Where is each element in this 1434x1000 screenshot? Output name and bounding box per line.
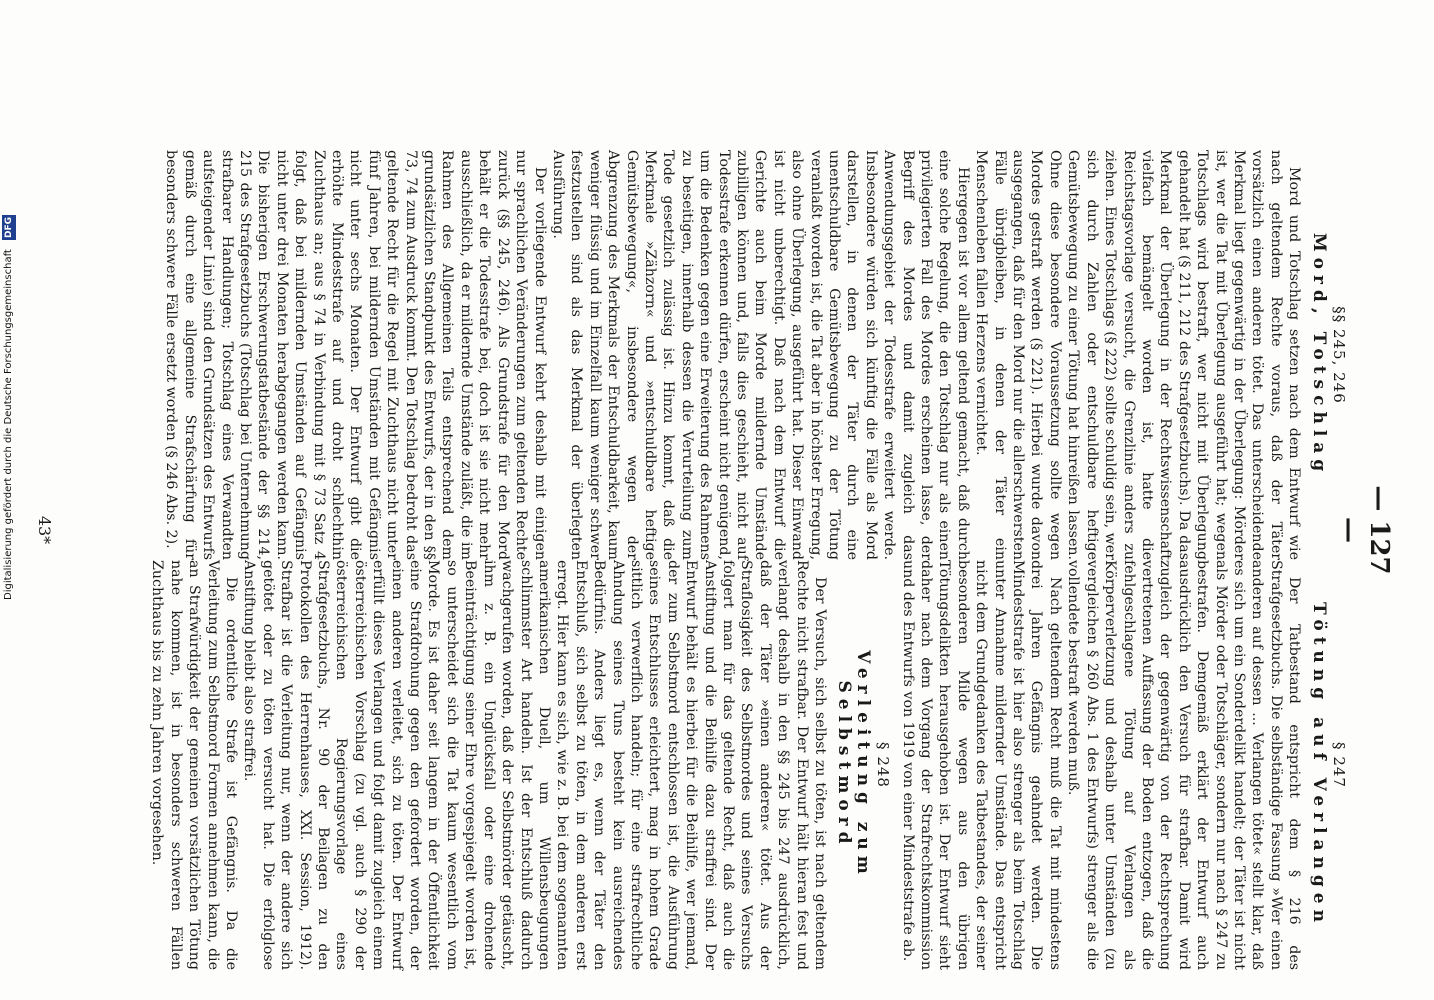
paragraph: Der Tatbestand entspricht dem § 216 des Strafgesetzbuchs. Die selbständige Fassung »Wer einen anderen auf dessen ... Verlangen tötet« stellt klar, daß es sich um ein Sonderdelikt handelt; der Täter ist nicht als Mörder oder Totschläger, sondern nur nach § 247 zu bestrafen. Demgemäß erklärt der Entwurf auch ausdrücklich den Versuch für strafbar. Damit wird zugleich der gegenwärtig von der Rechtsprechung vertretenen Auffassung der Boden entzogen, daß die fehlgeschlagene Tötung auf Verlangen als Körperverletzung und deshalb unter Umständen (zu vergleichen § 260 Abs. 1 des Entwurfs) strenger als die vollendete bestraft werden muß. [1065,560,1303,970]
footer-text: Digitalisierung gefördert durch die Deutsche Forschungsgemeinschaft [3,249,14,600]
paragraph: Mord und Totschlag setzen nach dem Entwurf wie nach geltendem Rechte voraus, daß der Täter vorsätzlich einen anderen tötet. Das unterscheidende Merkmal liegt gegenwärtig in der Überlegung: Mörder ist, wer die Tat mit Überlegung ausgeführt hat; wegen Totschlags wird bestraft, wer nicht mit Überlegung gehandelt hat (§ 211, 212 des Strafgesetzbuchs). Da das Merkmal der Überlegung in der Rechtswissenschaft vielfach bemängelt worden ist, hatte die Reichstagsvorlage versucht, die Grenzlinie anders zu ziehen. Eines Totschlags (§ 222) sollte schuldig sein, wer sich durch Zahlen oder entschuldbare heftige Gemütsbewegung zu einer Tötung hat hinreißen lassen. Ohne diese besondere Voraussetzung sollte wegen Mordes gestraft werden (§ 221). Hierbei wurde davon ausgegangen, daß für den Mord nur die allerschwersten Fälle übrigbleiben, in denen der Täter ein Menschenleben fallen Herzens vernichtet. [973,150,1303,560]
section-title-verleitung-zum-selbstmord: Verleitung zum Selbstmord [834,650,873,880]
section-title-mord-totschlag: Mord, Totschlag [1308,232,1329,478]
paragraph: Hiergegen ist vor allem geltend gemacht, daß durch eine solche Regelung, die den Totschlag nur als einen privilegierten Fall des Mordes erscheinen lasse, der Begriff des Mordes und damit zugleich das Anwendungsgebiet der Todesstrafe erweitert werde. Insbesondere würden sich künftig die Fälle als Mord darstellen, in denen der Täter durch eine unentschuldbare Gemütsbewegung zu der Tötung veranlaßt worden ist, die Tat aber in höchster Erregung, also ohne Überlegung, ausgeführt hat. Dieser Einwand ist nicht unberechtigt. Daß nach dem Entwurf die Gerichte auch beim Morde mildernde Umstände zubilligen können und, falls dies geschieht, nicht auf Todesstrafe erkennen dürfen, erscheint nicht genügend, um die Bedenken gegen eine Erweiterung des Rahmens zu beseitigen, innerhalb dessen die Verurteilung zum Tode gesetzlich zulässig ist. Hinzu kommt, daß die Merkmale »Zähzorn« und »entschuldbare heftige Gemütsbewegung«, insbesondere wegen der Abgrenzung des Merkmals der Entschuldbarkeit, kaum weniger flüssig und im Einzelfall kaum weniger schwer festzustellen sind als das Merkmal der überlegten Ausführung. [549,150,971,560]
section-number-248: § 248 [874,742,893,788]
section-number-247: § 247 [1330,742,1348,788]
dfg-logo: DFG [4,216,14,238]
digitization-footer [2,0,16,1000]
paragraph: Der Versuch, sich selbst zu töten, ist nach geltendem Rechte nicht strafbar. Der Entwurf hält hieran fest und verlangt deshalb in den §§ 245 bis 247 ausdrücklich, daß der Täter »einen anderen« tötet. Aus der Straflosigkeit des Selbstmordes und seines Versuchs folgert man für das geltende Recht, daß auch die Anstiftung und die Beihilfe dazu straffrei sind. Der Entwurf behält es hierbei für die Beihilfe, wer jemand, der zum Selbstmord entschlossen ist, die Ausführung seines Entschlusses erleichtert, mag in hohem Grade sittlich verwerflich handeln; für eine strafrechtliche Ahndung seines Tuns besteht kein ausreichendes Bedürfnis. Anders liegt es, wenn der Täter den Entschluß, sich selbst zu töten, in dem anderen erst erregt. Hier kann es sich, wie z. B. bei dem sogenannten amerikanischen Duell, um Willensbeugungen schlimmster Art handeln. Ist der Entschluß dadurch wachgerufen worden, daß der Selbstmörder getäuscht, ihm z. B. ein Unglücksfall oder eine drohende Beeinträchtigung seiner Ehre vorgespiegelt worden ist, so unterscheidet sich die Tat kaum wesentlich vom Morde. Es ist daher seit langem in der Öffentlichkeit eine Strafdrohung gegen den gefordert worden, der einen anderen verleitet, sich zu töten. Der Entwurf erfüllt dieses Verlangen und folgt damit zugleich einem österreichischen Vorschlag (zu vgl. auch § 290 der österreichischen Regierungsvorlage eines Strafgesetzbuchs, Nr. 90 der Beilagen zu den Protokollen des Herrenhauses, XXI. Session, 1912). Strafbar ist die Verleitung nur, wenn der andere sich getötet oder zu töten versucht hat. Die erfolglose Anstiftung bleibt also straffrei. [241,560,829,970]
paragraph: Die ordentliche Strafe ist Gefängnis. Da die Verleitung zum Selbstmord Formen annehmen kann, die an Strafwürdigkeit der gemeinen vorsätzlichen Tötung nahe kommen, ist in besonders schweren Fällen Zuchthaus bis zu zehn Jahren vorgesehen. [149,560,240,970]
section-title-toetung-auf-verlangen: Tötung auf Verlangen [1308,602,1329,928]
printer-signature: 43* [35,515,54,545]
page-number: — 127 — [1334,485,1394,575]
section-number-245-246: §§ 245, 246 [1330,306,1348,404]
paragraph: Nach geltendem Recht muß die Tat mit mindestens drei Jahren Gefängnis geahndet werden. Die Mindeststrafe ist hier also strenger als beim Totschlag unter Annahme mildernder Umstände. Das entspricht nicht dem Grundgedanken des Tatbestandes, der seiner besonderen Milde wegen aus den übrigen Tötungsdelikten herausgehoben ist. Der Entwurf sieht daher nach dem Vorgang der Strafrechtskommission und des Entwurfs von 1919 von einer Mindeststrafe ab. [899,560,1063,970]
left-column [162,150,1354,560]
paragraph: Der vorliegende Entwurf kehrt deshalb mit einigen nur sprachlichen Veränderungen zum geltenden Rechte zurück (§§ 245, 246). Als Grundstrafe für den Mord behält er die Todesstrafe bei, doch ist sie nicht mehr ausschließlich, da er mildernde Umstände zuläßt, die im Rahmen des Allgemeinen Teils entsprechend dem grundsätzlichen Standpunkt des Entwurfs, der in den §§ 73, 74 zum Ausdruck kommt. Den Totschlag bedroht das geltende Recht für die Regel mit Zuchthaus nicht unter fünf Jahren, bei mildernden Umständen mit Gefängnis nicht unter sechs Monaten. Der Entwurf gibt die erhöhte Mindeststrafe auf und droht schlechthin Zuchthaus an; aus § 74 in Verbindung mit § 73 Satz 4 folgt, daß bei mildernden Umständen auf Gefängnis nicht unter drei Monaten herabgegangen werden kann. Die bisherigen Erschwerungstatbestände der §§ 214, 215 des Strafgesetzbuchs (Totschlag bei Unternehmung strafbarer Handlungen; Totschlag eines Verwandten aufsteigender Linie) sind den Grundsätzen des Entwurfs gemäß durch eine allgemeine Strafschärfung für besonders schwere Fälle ersetzt worden (§ 246 Abs. 2). [163,150,548,560]
right-column [148,560,1354,970]
